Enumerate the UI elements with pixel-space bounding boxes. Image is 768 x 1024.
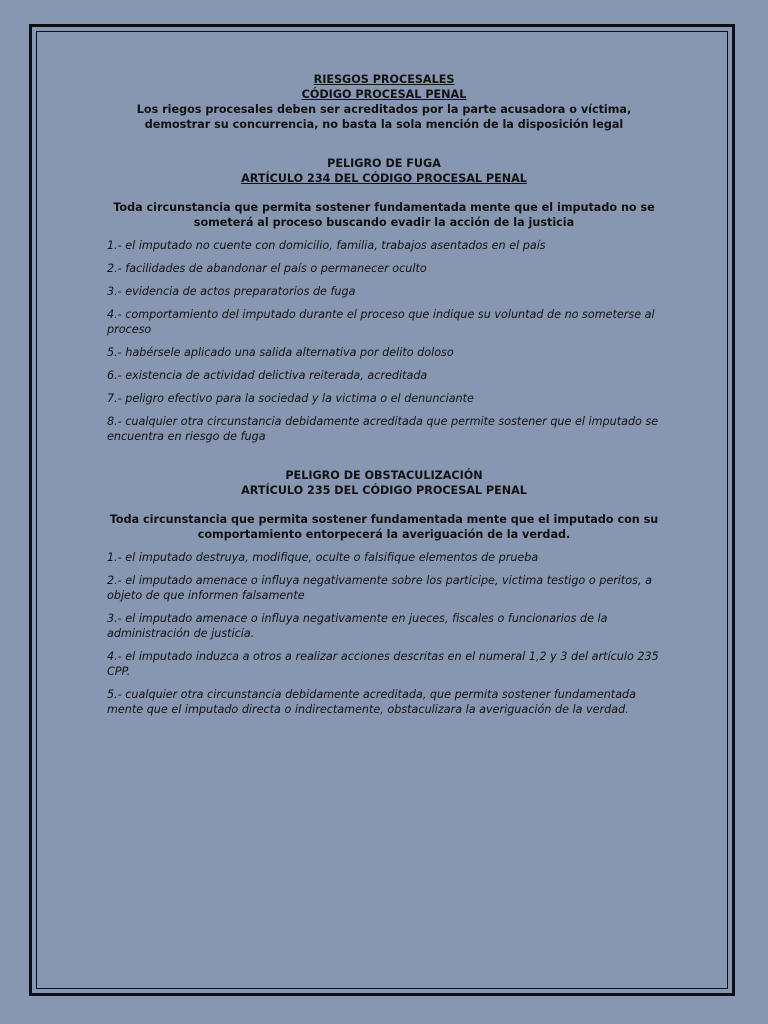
list-item: 6.- existencia de actividad delictiva reiterada, acreditada: [107, 369, 428, 382]
list-item: 1.- el imputado no cuente con domicilio, familia, trabajos asentados en el país: [107, 239, 546, 252]
list-item: 8.- cualquier otra circunstancia debidamente acreditada que permite sostener que el imputado se encuentra en riesgo de fuga: [107, 415, 659, 443]
section-article: ARTÍCULO 235 DEL CÓDIGO PROCESAL PENAL: [241, 484, 527, 497]
list-item: 5.- habérsele aplicado una salida alternativa por delito doloso: [107, 346, 454, 359]
list-item: 1.- el imputado destruya, modifique, oculte o falsifique elementos de prueba: [107, 551, 539, 564]
section-peligro-obstaculizacion: [107, 468, 661, 717]
list-item: 2.- facilidades de abandonar el país o permanecer oculto: [107, 262, 427, 275]
document-content: [107, 72, 661, 717]
document-title: RIESGOS PROCESALES: [313, 73, 455, 86]
section-title: PELIGRO DE FUGA: [327, 157, 441, 170]
section-article: ARTÍCULO 234 DEL CÓDIGO PROCESAL PENAL: [241, 172, 527, 185]
list-item: 3.- evidencia de actos preparatorios de fuga: [107, 285, 356, 298]
section-lead: Toda circunstancia que permita sostener fundamentada mente que el imputado con su comportamiento entorpecerá la averiguación de la verdad.: [109, 513, 659, 541]
document-subtitle: CÓDIGO PROCESAL PENAL: [301, 88, 467, 101]
section-title: PELIGRO DE OBSTACULIZACIÓN: [285, 469, 483, 482]
list-item: 2.- el imputado amenace o influya negativamente sobre los participe, victima testigo o peritos, a objeto de que informen falsamente: [107, 574, 652, 602]
list-item: 3.- el imputado amenace o influya negativamente en jueces, fiscales o funcionarios de la administración de justicia.: [107, 612, 608, 640]
section-lead: Toda circunstancia que permita sostener fundamentada mente que el imputado no se someterá al proceso buscando evadir la acción de la justicia: [113, 201, 655, 229]
list-item: 4.- el imputado induzca a otros a realizar acciones descritas en el numeral 1,2 y 3 del artículo 235 CPP.: [107, 650, 659, 678]
list-item: 5.- cualquier otra circunstancia debidamente acreditada, que permita sostener fundamentada mente que el imputado directa o indirectamente, obstaculizara la averiguación de la verdad.: [107, 688, 637, 716]
section-peligro-fuga: [107, 156, 661, 444]
list-item: 7.- peligro efectivo para la sociedad y la victima o el denunciante: [107, 392, 474, 405]
list-item: 4.- comportamiento del imputado durante el proceso que indique su voluntad de no someterse al proceso: [107, 308, 655, 336]
document-intro: Los riegos procesales deben ser acreditados por la parte acusadora o víctima, demostrar su concurrencia, no basta la sola mención de la disposición legal: [136, 103, 632, 131]
